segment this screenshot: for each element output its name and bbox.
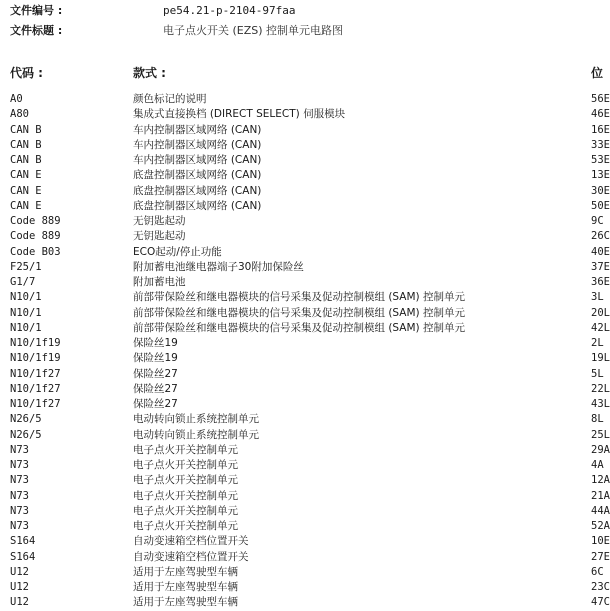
component-description: 底盘控制器区域网络 (CAN) (133, 184, 262, 197)
component-code: CAN B (10, 154, 42, 166)
grid-position: 12A (591, 474, 610, 487)
table-row (0, 306, 610, 321)
grid-position: 43L (591, 398, 610, 410)
grid-position: 44A (591, 504, 610, 517)
grid-position: 37E (591, 260, 610, 273)
component-code: S164 (10, 535, 36, 548)
grid-position: 13E (591, 169, 610, 182)
component-code: Code 889 (10, 230, 61, 243)
table-row (0, 458, 605, 473)
doc-number-label: 文件编号 : (10, 4, 63, 17)
component-code: U12 (10, 581, 29, 593)
grid-position: 42L (591, 321, 610, 334)
component-code: N10/1f19 (10, 352, 61, 365)
grid-position: 29A (591, 443, 610, 456)
grid-position: 8L (591, 413, 604, 426)
column-header-style: 款式 : (133, 66, 166, 80)
component-description: 保险丝19 (133, 352, 178, 365)
component-code: N10/1f27 (10, 398, 61, 410)
component-description: 前部带保险丝和继电器模块的信号采集及促动控制模组 (SAM) 控制单元 (133, 291, 465, 304)
component-code: N10/1 (10, 321, 42, 334)
table-row (0, 550, 610, 565)
table-row (0, 367, 605, 382)
table-row (0, 275, 610, 290)
table-row (0, 519, 610, 534)
component-code: S164 (10, 550, 36, 563)
grid-position: 2L (591, 337, 604, 349)
grid-position: 40E (591, 245, 610, 258)
component-description: 电子点火开关控制单元 (133, 443, 238, 456)
component-code: N73 (10, 459, 29, 471)
component-code: N73 (10, 489, 29, 502)
component-code: N10/1f27 (10, 382, 61, 395)
component-description: 车内控制器区域网络 (CAN) (133, 154, 262, 166)
component-code: A80 (10, 108, 29, 121)
component-code: Code B03 (10, 245, 61, 258)
component-description: 车内控制器区域网络 (CAN) (133, 138, 262, 151)
table-row (0, 336, 605, 351)
component-description: 底盘控制器区域网络 (CAN) (133, 169, 262, 182)
table-row (0, 260, 610, 275)
table-row (0, 321, 610, 336)
component-description: 无钥匙起动 (133, 230, 186, 243)
component-code: CAN E (10, 184, 42, 197)
component-description: 车内控制器区域网络 (CAN) (133, 123, 262, 136)
doc-title-label: 文件标题 : (10, 24, 63, 37)
component-description: 电子点火开关控制单元 (133, 504, 238, 517)
grid-position: 30E (591, 184, 610, 197)
component-description: 集成式直接换档 (DIRECT SELECT) 伺服模块 (133, 108, 346, 121)
component-description: 保险丝27 (133, 367, 178, 380)
component-code: N10/1 (10, 291, 42, 304)
grid-position: 23C (591, 581, 610, 593)
table-row (0, 595, 610, 610)
grid-position: 27E (591, 550, 610, 563)
component-description: 前部带保险丝和继电器模块的信号采集及促动控制模组 (SAM) 控制单元 (133, 321, 465, 334)
component-description: 底盘控制器区域网络 (CAN) (133, 199, 262, 212)
table-row (0, 153, 610, 168)
table-row (0, 107, 610, 122)
legend-table (0, 92, 610, 611)
component-description: 电子点火开关控制单元 (133, 520, 238, 532)
component-code: N73 (10, 504, 29, 517)
component-code: CAN B (10, 138, 42, 151)
component-description: 电动转向锁止系统控制单元 (133, 428, 259, 441)
table-row (0, 504, 610, 519)
component-description: 电子点火开关控制单元 (133, 474, 238, 487)
component-code: N10/1 (10, 306, 42, 319)
doc-title-value: 电子点火开关 (EZS) 控制单元电路图 (163, 24, 344, 37)
component-description: 自动变速箱空档位置开关 (133, 550, 249, 563)
table-row (0, 428, 610, 443)
table-row (0, 168, 610, 183)
component-code: A0 (10, 93, 23, 105)
component-description: 适用于左座驾驶型车辆 (133, 596, 238, 609)
component-description: 电子点火开关控制单元 (133, 459, 238, 471)
grid-position: 16E (591, 123, 610, 136)
grid-position: 52A (591, 520, 610, 532)
grid-position: 9C (591, 215, 604, 227)
table-row (0, 214, 605, 229)
grid-position: 53E (591, 154, 610, 166)
grid-position: 5L (591, 367, 604, 380)
component-description: 无钥匙起动 (133, 215, 186, 227)
grid-position: 19L (591, 352, 610, 365)
table-row (0, 397, 610, 412)
grid-position: 4A (591, 459, 604, 471)
grid-position: 10E (591, 535, 610, 548)
component-code: N73 (10, 520, 29, 532)
table-row (0, 473, 610, 488)
component-description: 保险丝27 (133, 382, 178, 395)
component-description: 保险丝19 (133, 337, 178, 349)
component-code: Code 889 (10, 215, 61, 227)
component-code: G1/7 (10, 276, 36, 288)
component-description: 前部带保险丝和继电器模块的信号采集及促动控制模组 (SAM) 控制单元 (133, 306, 465, 319)
table-row (0, 184, 610, 199)
component-description: 附加蓄电池继电器端子30附加保险丝 (133, 260, 304, 273)
table-row (0, 229, 610, 244)
table-row (0, 412, 605, 427)
grid-position: 36E (591, 276, 610, 288)
component-description: 保险丝27 (133, 398, 178, 410)
component-code: CAN E (10, 169, 42, 182)
component-code: N73 (10, 474, 29, 487)
component-description: 电子点火开关控制单元 (133, 489, 238, 502)
table-row (0, 290, 605, 305)
component-code: U12 (10, 596, 29, 609)
grid-position: 20L (591, 306, 610, 319)
table-row (0, 489, 610, 504)
component-description: 适用于左座驾驶型车辆 (133, 581, 238, 593)
component-code: CAN B (10, 123, 42, 136)
grid-position: 22L (591, 382, 610, 395)
component-description: 自动变速箱空档位置开关 (133, 535, 249, 548)
component-code: N10/1f19 (10, 337, 61, 349)
table-row (0, 92, 610, 107)
grid-position: 50E (591, 199, 610, 212)
grid-position: 25L (591, 428, 610, 441)
component-description: ECO起动/停止功能 (133, 245, 222, 258)
table-row (0, 245, 610, 260)
column-header-code: 代码 : (10, 66, 43, 80)
grid-position: 3L (591, 291, 604, 304)
table-header (0, 64, 605, 80)
component-code: N10/1f27 (10, 367, 61, 380)
table-row (0, 534, 610, 549)
component-code: F25/1 (10, 260, 42, 273)
table-row (0, 382, 610, 397)
grid-position: 33E (591, 138, 610, 151)
component-description: 适用于左座驾驶型车辆 (133, 565, 238, 578)
component-code: N26/5 (10, 428, 42, 441)
component-description: 电动转向锁止系统控制单元 (133, 413, 259, 426)
grid-position: 46E (591, 108, 610, 121)
grid-position: 6C (591, 565, 604, 578)
component-code: U12 (10, 565, 29, 578)
grid-position: 56E (591, 93, 610, 105)
component-code: CAN E (10, 199, 42, 212)
component-code: N26/5 (10, 413, 42, 426)
table-row (0, 580, 610, 595)
doc-number-value: pe54.21-p-2104-97faa (163, 4, 296, 17)
grid-position: 21A (591, 489, 610, 502)
table-row (0, 138, 610, 153)
table-row (0, 199, 610, 214)
table-row (0, 351, 610, 366)
component-description: 附加蓄电池 (133, 276, 186, 288)
component-code: N73 (10, 443, 29, 456)
column-header-position: 位 (591, 66, 604, 80)
component-description: 颜色标记的说明 (133, 93, 207, 105)
grid-position: 47C (591, 596, 610, 609)
table-row (0, 443, 610, 458)
table-row (0, 123, 610, 138)
grid-position: 26C (591, 230, 610, 243)
table-row (0, 565, 605, 580)
